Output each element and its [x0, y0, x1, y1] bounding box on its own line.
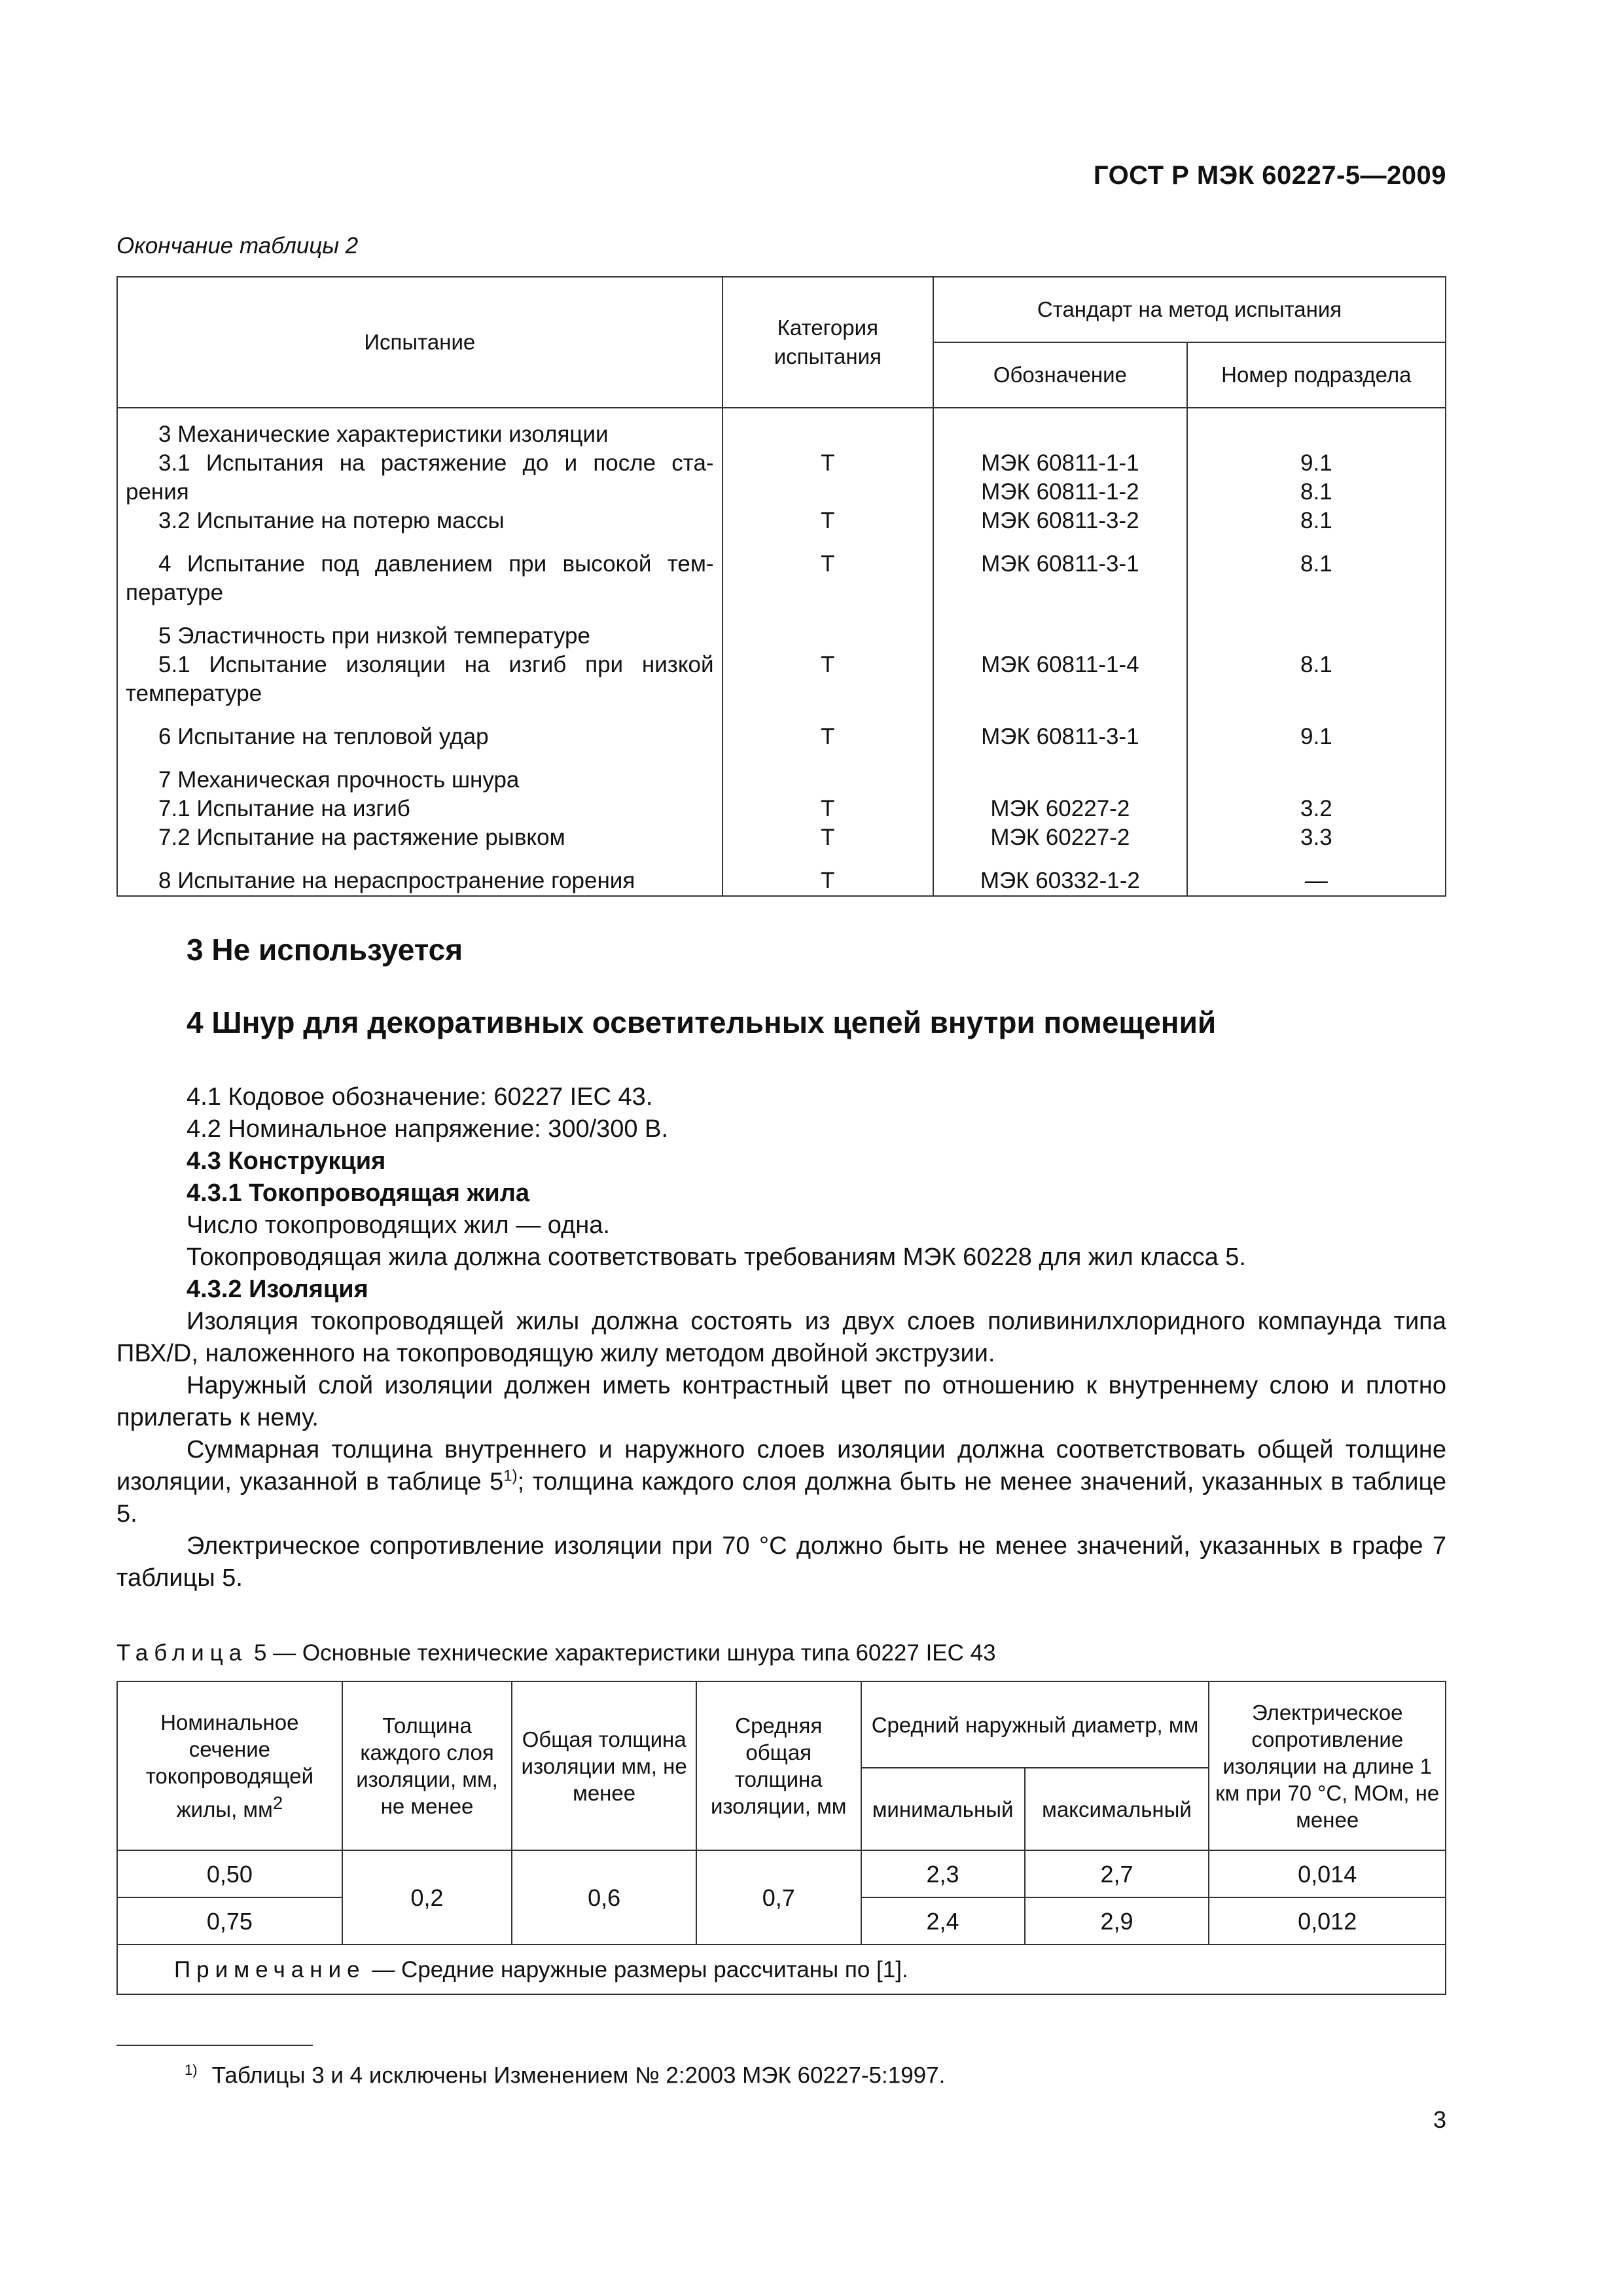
col-header-category: Категория испытания	[722, 277, 934, 408]
subsection-value	[1196, 420, 1437, 449]
table-5-title	[116, 1640, 996, 1666]
subsection-value: 8.1	[1300, 479, 1332, 505]
test-line: 8 Испытание на нераспространение горения	[158, 868, 635, 893]
clause-4-3-1-text-a: Число токопроводящих жил — одна.	[187, 1211, 610, 1239]
designation-value	[942, 579, 1179, 607]
col-header-standard: Стандарт на метод испытания	[933, 277, 1446, 342]
designation-value	[942, 622, 1179, 651]
clause-4-2: 4.2 Номинальное напряжение: 300/300 В.	[187, 1115, 669, 1143]
clause-4-3-2-text-a: Изоляция токопроводящей жилы должна состоять из двух слоев поливинилхлоридного компаунда типа ПВХ/D, наложенного на токопроводящую жилу методом двойной экструзии.	[116, 1308, 1446, 1367]
footnote-divider	[116, 2045, 313, 2046]
subsection-value	[1196, 766, 1437, 795]
designation-value: МЭК 60811-1-2	[981, 479, 1139, 505]
test-line: 4 Испытание под давлением при высокой тем-	[158, 551, 714, 577]
col-header-test: Испытание	[117, 277, 722, 408]
table-continuation-caption: Окончание таблицы 2	[116, 233, 359, 259]
test-line: 5 Эластичность при низкой температуре	[158, 623, 590, 649]
table-label: Таблица	[116, 1640, 248, 1666]
header-text: Номинальное сечение токопроводящей жилы, мм	[145, 1710, 314, 1821]
table-5	[116, 1681, 1446, 1995]
subsection-value: 3.2	[1300, 796, 1332, 821]
test-line: рения	[126, 479, 189, 505]
table-title-text: 5 — Основные технические характеристики шнура типа 60227 IEC 43	[253, 1640, 996, 1666]
note-label: Примечание	[174, 1956, 366, 1982]
test-line: 3.2 Испытание на потерю массы	[158, 508, 505, 533]
resistance-value: 0,012	[1209, 1897, 1446, 1945]
footnote-text: Таблицы 3 и 4 исключены Изменением № 2:2003 МЭК 60227-5:1997.	[211, 2062, 946, 2089]
section-value: 0,75	[117, 1897, 342, 1945]
col-header-diameter-max: максимальный	[1025, 1768, 1209, 1850]
test-line: 7.2 Испытание на растяжение рывком	[158, 825, 565, 850]
note-text: — Средние наружные размеры рассчитаны по [1].	[365, 1956, 908, 1982]
table-2	[116, 276, 1446, 897]
subsection-value	[1196, 679, 1437, 708]
designation-value: МЭК 60811-3-2	[981, 508, 1139, 533]
text-part: ; толщина каждого слоя должна быть не менее значений, указанных в таблице 5.	[116, 1468, 1446, 1528]
designation-value: МЭК 60811-1-4	[981, 652, 1139, 677]
designation-cell	[933, 408, 1187, 896]
category-value	[731, 478, 925, 507]
diameter-max-value: 2,9	[1025, 1897, 1209, 1945]
document-code: ГОСТ Р МЭК 60227-5—2009	[1093, 161, 1446, 190]
test-line: 7.1 Испытание на изгиб	[158, 796, 410, 821]
category-value: Т	[821, 652, 835, 677]
section-4-body	[116, 1081, 1446, 1594]
test-line: 5.1 Испытание изоляции на изгиб при низкой	[158, 652, 714, 677]
category-value	[731, 622, 925, 651]
col-header-total-thickness: Общая толщина изоляции мм, не менее	[512, 1681, 696, 1850]
category-value: Т	[821, 450, 835, 476]
col-header-resistance: Электрическое сопротивление изоляции на длине 1 км при 70 °С, МОм, не менее	[1209, 1681, 1446, 1850]
avg-thickness-value: 0,7	[696, 1850, 861, 1945]
test-line: 7 Механическая прочность шнура	[158, 767, 520, 793]
subsection-value: 8.1	[1300, 551, 1332, 577]
clause-4-3-2-text-c	[116, 1434, 1446, 1530]
category-value	[731, 420, 925, 449]
subsection-value: 9.1	[1300, 724, 1332, 749]
col-header-designation: Обозначение	[933, 342, 1187, 408]
clause-4-3-1-text-b: Токопроводящая жила должна соответствовать требованиям МЭК 60228 для жил класса 5.	[187, 1244, 1246, 1271]
category-value	[731, 579, 925, 607]
subsection-value: 9.1	[1300, 450, 1332, 476]
subsection-value: 8.1	[1300, 652, 1332, 677]
col-header-section	[117, 1681, 342, 1850]
footnote-ref: 1)	[503, 1467, 518, 1485]
col-header-avg-thickness: Средняя общая толщина изоляции, мм	[696, 1681, 861, 1850]
diameter-min-value: 2,4	[861, 1897, 1025, 1945]
col-header-layer-thickness: Толщина каждого слоя изоляции, мм, не менее	[342, 1681, 512, 1850]
test-cell	[117, 408, 722, 896]
layer-thickness-value: 0,2	[342, 1850, 512, 1945]
subsection-value	[1196, 622, 1437, 651]
clause-4-3-2-text-d: Электрическое сопротивление изоляции при 70 °С должно быть не менее значений, указанных в графе 7 таблицы 5.	[116, 1532, 1446, 1592]
subsection-value: 8.1	[1300, 508, 1332, 533]
designation-value: МЭК 60332-1-2	[980, 868, 1140, 893]
category-value: Т	[821, 796, 835, 821]
test-line: пературе	[126, 580, 224, 605]
col-header-subsection: Номер подраздела	[1187, 342, 1446, 408]
table-row	[117, 1850, 1446, 1897]
header-sup: 2	[272, 1793, 283, 1813]
test-line: температуре	[126, 681, 262, 706]
designation-value	[942, 679, 1179, 708]
section-3-heading: 3 Не используется	[187, 933, 463, 967]
clause-4-3-2-heading: 4.3.2 Изоляция	[187, 1276, 368, 1303]
category-value: Т	[821, 724, 835, 749]
page-number: 3	[1433, 2106, 1446, 2133]
designation-value: МЭК 60227-2	[990, 825, 1130, 850]
designation-value: МЭК 60811-1-1	[981, 450, 1139, 476]
category-value: Т	[821, 508, 835, 533]
subsection-value	[1196, 579, 1437, 607]
section-4-heading: 4 Шнур для декоративных осветительных цепей внутри помещений	[187, 1005, 1217, 1039]
resistance-value: 0,014	[1209, 1850, 1446, 1897]
subsection-cell	[1187, 408, 1446, 896]
category-cell	[722, 408, 934, 896]
designation-value	[942, 766, 1179, 795]
category-value	[731, 679, 925, 708]
test-line: 6 Испытание на тепловой удар	[158, 724, 489, 749]
clause-4-3-2-text-b: Наружный слой изоляции должен иметь контрастный цвет по отношению к внутреннему слою и плотно прилегать к нему.	[116, 1372, 1446, 1431]
table-note-row	[117, 1945, 1446, 1994]
category-value: Т	[821, 825, 835, 850]
total-thickness-value: 0,6	[512, 1850, 696, 1945]
footnote-mark: 1)	[185, 2062, 198, 2078]
table-note	[117, 1945, 1446, 1994]
text-part: Суммарная толщина внутреннего и наружного слоев изоляции должна соответствовать общей толщине изоляции, указанной в таблице 5	[116, 1436, 1446, 1496]
designation-value: МЭК 60811-3-1	[981, 551, 1139, 577]
designation-value: МЭК 60811-3-1	[981, 724, 1139, 749]
category-value	[731, 766, 925, 795]
col-header-diameter-min: минимальный	[861, 1768, 1025, 1850]
designation-value: МЭК 60227-2	[990, 796, 1130, 821]
clause-4-3-1-heading: 4.3.1 Токопроводящая жила	[187, 1179, 530, 1207]
table-row	[117, 408, 1446, 896]
designation-value	[942, 420, 1179, 449]
subsection-value: 3.3	[1300, 825, 1332, 850]
footnote	[185, 2062, 945, 2089]
subsection-value: —	[1304, 868, 1328, 893]
col-header-outer-diameter: Средний наружный диаметр, мм	[861, 1681, 1209, 1768]
category-value: Т	[821, 551, 835, 577]
section-value: 0,50	[117, 1850, 342, 1897]
clause-4-1: 4.1 Кодовое обозначение: 60227 IEC 43.	[187, 1083, 653, 1111]
category-value: Т	[821, 868, 835, 893]
test-line: 3 Механические характеристики изоляции	[158, 422, 609, 447]
diameter-max-value: 2,7	[1025, 1850, 1209, 1897]
diameter-min-value: 2,3	[861, 1850, 1025, 1897]
test-line: 3.1 Испытания на растяжение до и после ста-	[158, 450, 714, 476]
clause-4-3-heading: 4.3 Конструкция	[187, 1147, 386, 1175]
